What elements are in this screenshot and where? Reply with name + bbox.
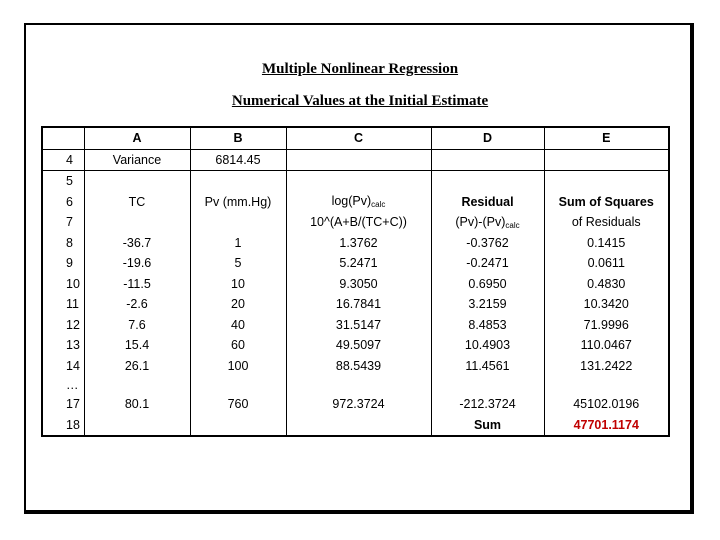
cell-c4 xyxy=(286,149,431,171)
cell-residual: 8.4853 xyxy=(431,315,544,336)
header-formula: 10^(A+B/(TC+C)) xyxy=(286,212,431,233)
cell-residual: -0.3762 xyxy=(431,233,544,254)
cell-d17: -212.3724 xyxy=(431,394,544,415)
row-number: 7 xyxy=(42,212,84,233)
header-residual-formula: $(Pv)-(Pv)_{calc}$ xyxy=(431,212,544,233)
cell-residual: 3.2159 xyxy=(431,294,544,315)
cell-residual: 0.6950 xyxy=(431,274,544,295)
cell-square: 131.2422 xyxy=(544,356,669,377)
cell-tc: -19.6 xyxy=(84,253,190,274)
cell-d4 xyxy=(431,149,544,171)
cell-pv: 40 xyxy=(190,315,286,336)
cell-pv: 100 xyxy=(190,356,286,377)
header-pv: Pv (mm.Hg) xyxy=(190,192,286,213)
header-of-residuals: of Residuals xyxy=(544,212,669,233)
row-7 xyxy=(42,212,669,233)
cell-a17: 80.1 xyxy=(84,394,190,415)
cell-tc: 26.1 xyxy=(84,356,190,377)
cell-tc: 15.4 xyxy=(84,335,190,356)
cell-tc: 7.6 xyxy=(84,315,190,336)
table-row xyxy=(42,253,669,274)
cell-pv-calc: 1.3762 xyxy=(286,233,431,254)
cell-square: 0.4830 xyxy=(544,274,669,295)
column-header-a: A xyxy=(84,127,190,149)
cell-b17: 760 xyxy=(190,394,286,415)
cell-tc: -36.7 xyxy=(84,233,190,254)
row-5 xyxy=(42,171,669,192)
row-6 xyxy=(42,192,669,213)
cell-square: 110.0467 xyxy=(544,335,669,356)
subtitle: Numerical Values at the Initial Estimate xyxy=(231,93,489,109)
row-number: 12 xyxy=(42,315,84,336)
table-row xyxy=(42,315,669,336)
table-row xyxy=(42,233,669,254)
cell-pv: 60 xyxy=(190,335,286,356)
cell-pv: 1 xyxy=(190,233,286,254)
table-row xyxy=(42,356,669,377)
row-4 xyxy=(42,149,669,171)
cell-e17: 45102.0196 xyxy=(544,394,669,415)
cell-tc: -11.5 xyxy=(84,274,190,295)
cell-pv-calc: 31.5147 xyxy=(286,315,431,336)
table-row xyxy=(42,294,669,315)
sum-total-value: 47701.1174 xyxy=(544,415,669,437)
column-header-e: E xyxy=(544,127,669,149)
row-number: 11 xyxy=(42,294,84,315)
cell-square: 71.9996 xyxy=(544,315,669,336)
row-number: 4 xyxy=(42,149,84,171)
row-number: 5 xyxy=(42,171,84,192)
cell-pv-calc: 5.2471 xyxy=(286,253,431,274)
header-sum-of-squares: Sum of Squares xyxy=(544,192,669,213)
column-header-corner xyxy=(42,127,84,149)
header-residual: Residual xyxy=(431,192,544,213)
header-tc: TC xyxy=(84,192,190,213)
table-row xyxy=(42,274,669,295)
row-ellipsis xyxy=(42,376,669,394)
column-header-c: C xyxy=(286,127,431,149)
column-header-d: D xyxy=(431,127,544,149)
row-number: 18 xyxy=(42,415,84,437)
column-header-b: B xyxy=(190,127,286,149)
main-title: Multiple Nonlinear Regression xyxy=(261,61,459,77)
row-number: 6 xyxy=(42,192,84,213)
cell-pv-calc: 9.3050 xyxy=(286,274,431,295)
row-17 xyxy=(42,394,669,415)
header-log-pv-calc: $\log(Pv)_{calc}$ xyxy=(286,192,431,213)
cell-pv: 5 xyxy=(190,253,286,274)
cell-square: 0.1415 xyxy=(544,233,669,254)
cell-pv-calc: 88.5439 xyxy=(286,356,431,377)
row-number: 13 xyxy=(42,335,84,356)
cell-e4 xyxy=(544,149,669,171)
table-row xyxy=(42,335,669,356)
cell-c17: 972.3724 xyxy=(286,394,431,415)
row-number: 17 xyxy=(42,394,84,415)
cell-b4: 6814.45 xyxy=(190,149,286,171)
cell-square: 10.3420 xyxy=(544,294,669,315)
sum-label: Sum xyxy=(431,415,544,437)
row-18 xyxy=(42,415,669,437)
cell-a4: Variance xyxy=(84,149,190,171)
column-header-row xyxy=(42,127,669,149)
cell-pv: 20 xyxy=(190,294,286,315)
cell-pv-calc: 16.7841 xyxy=(286,294,431,315)
row-number: 8 xyxy=(42,233,84,254)
data-rows xyxy=(42,233,669,377)
row-ellipsis-mark: … xyxy=(42,376,84,394)
cell-residual: 11.4561 xyxy=(431,356,544,377)
cell-pv: 10 xyxy=(190,274,286,295)
cell-tc: -2.6 xyxy=(84,294,190,315)
spreadsheet-table xyxy=(41,126,670,437)
cell-residual: 10.4903 xyxy=(431,335,544,356)
row-number: 14 xyxy=(42,356,84,377)
cell-pv-calc: 49.5097 xyxy=(286,335,431,356)
cell-square: 0.0611 xyxy=(544,253,669,274)
row-number: 10 xyxy=(42,274,84,295)
cell-residual: -0.2471 xyxy=(431,253,544,274)
row-number: 9 xyxy=(42,253,84,274)
